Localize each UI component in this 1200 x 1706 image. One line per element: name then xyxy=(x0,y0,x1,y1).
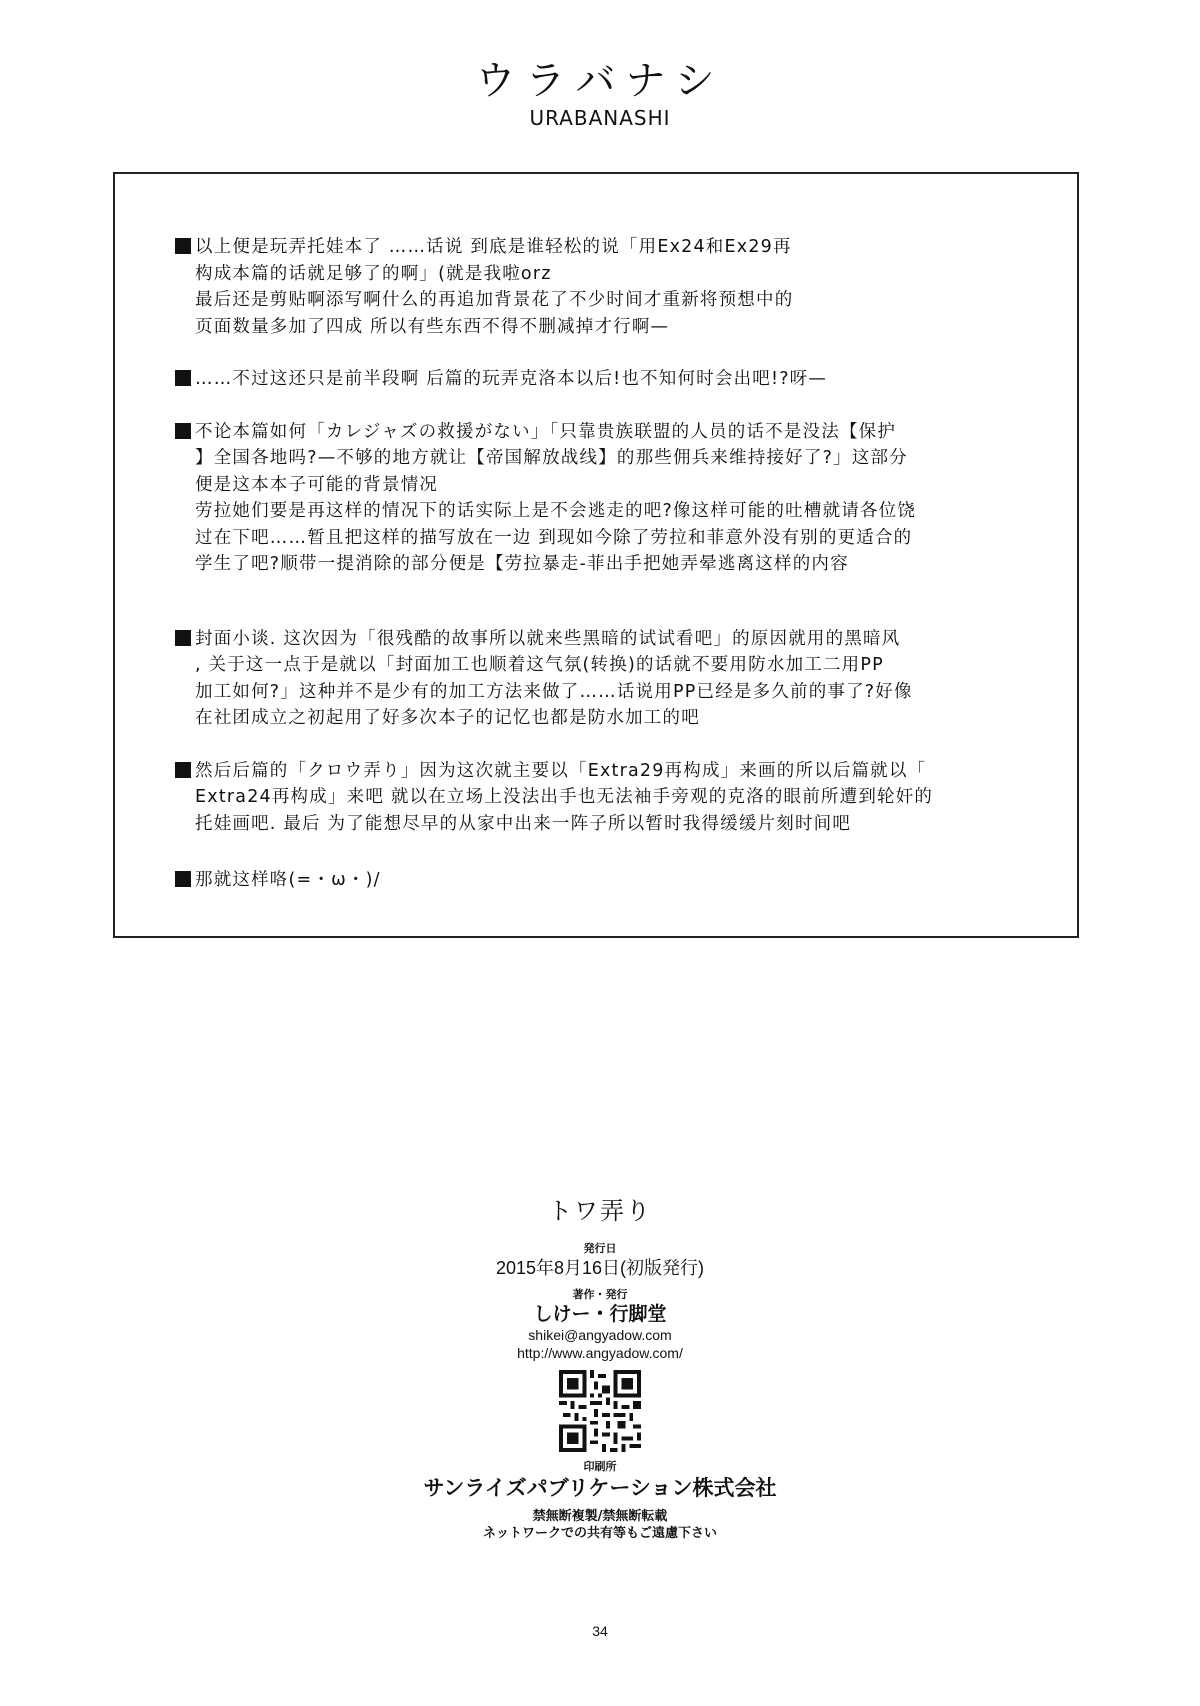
note-paragraph xyxy=(175,758,1045,838)
note-line: 那就这样咯(=・ω・)/ xyxy=(175,867,1045,894)
note-paragraph xyxy=(175,867,1045,894)
note-line: 】全国各地吗?—不够的地方就让【帝国解放战线】的那些佣兵来维持接好了?」这部分 xyxy=(195,448,908,468)
note-line: ……不过这还只是前半段啊 后篇的玩弄克洛本以后!也不知何时会出吧!?呀— xyxy=(175,366,1045,393)
note-line: 构成本篇的话就足够了的啊」(就是我啦orz xyxy=(195,263,552,284)
publication-date: 2015年8月16日(初版発行) xyxy=(495,1258,705,1278)
printer-name: サンライズパブリケーション株式会社 xyxy=(423,1476,777,1500)
note-line: 过在下吧……暂且把这样的描写放在一边 到现如今除了劳拉和菲意外没有别的更适合的 xyxy=(195,527,913,548)
afterword-box xyxy=(113,172,1079,938)
note-line: 便是这本本子可能的背景情况 xyxy=(195,474,439,495)
date-label: 発行日 xyxy=(583,1243,617,1255)
sharing-notice: ネットワークでの共有等もご遠慮下さい xyxy=(482,1526,717,1541)
bullet-square-icon xyxy=(175,762,191,778)
page-number: 34 xyxy=(592,1623,608,1639)
note-line: 劳拉她们要是再这样的情况下的话实际上是不会逃走的吧?像这样可能的吐槽就请各位饶 xyxy=(195,501,917,521)
note-line: 封面小谈. 这次因为「很残酷的故事所以就来些黑暗的试试看吧」的原因就用的黑暗风 xyxy=(175,626,1045,653)
author-name: しけー・行脚堂 xyxy=(533,1303,667,1325)
note-line: 在社团成立之初起用了好多次本子的记忆也都是防水加工的吧 xyxy=(195,708,700,728)
qr-code-icon xyxy=(559,1370,641,1452)
bullet-square-icon xyxy=(175,630,191,646)
author-email: shikei@angyadow.com xyxy=(528,1327,672,1343)
bullet-square-icon xyxy=(175,871,191,887)
note-paragraph xyxy=(175,626,1045,732)
note-line: 托娃画吧. 最后 为了能想尽早的从家中出来一阵子所以暂时我得缓缓片刻时间吧 xyxy=(195,813,852,834)
note-line: 页面数量多加了四成 所以有些东西不得不删减掉才行啊— xyxy=(195,316,670,337)
note-line: Extra24再构成」来吧 就以在立场上没法出手也无法袖手旁观的克洛的眼前所遭到轮奸的 xyxy=(195,787,934,807)
note-line: , 关于这一点于是就以「封面加工也顺着这气氛(转换)的话就不要用防水加工二用PP xyxy=(195,655,884,675)
colophon xyxy=(0,1196,1200,1542)
header-kana-title: ウラバナシ xyxy=(475,58,725,104)
note-line: 然后后篇的「クロウ弄り」因为这次就主要以「Extra29再构成」来画的所以后篇就以「 xyxy=(175,758,1045,785)
note-paragraph xyxy=(175,234,1045,340)
printer-label: 印刷所 xyxy=(583,1461,617,1473)
note-line: 加工如何?」这种并不是少有的加工方法来做了……话说用PP已经是多久前的事了?好像 xyxy=(195,681,913,702)
bullet-square-icon xyxy=(175,423,191,439)
bullet-square-icon xyxy=(175,370,191,386)
note-line: 学生了吧?顺带一提消除的部分便是【劳拉暴走-菲出手把她弄晕逃离这样的内容 xyxy=(195,554,849,574)
page-header xyxy=(0,58,1200,130)
bullet-square-icon xyxy=(175,238,191,254)
copyright-notice: 禁無断複製/禁無断転載 xyxy=(532,1509,668,1524)
note-line: 以上便是玩弄托娃本了 ……话说 到底是谁轻松的说「用Ex24和Ex29再 xyxy=(175,234,1045,261)
afterword-notes xyxy=(175,234,1045,894)
author-label: 著作・発行 xyxy=(572,1289,628,1301)
note-line: 不论本篇如何「カレジャズの救援がない」「只靠贵族联盟的人员的话不是没法【保护 xyxy=(175,419,1045,446)
author-website: http://www.angyadow.com/ xyxy=(517,1345,683,1361)
note-paragraph xyxy=(175,419,1045,578)
note-paragraph xyxy=(175,366,1045,393)
colophon-title: トワ弄り xyxy=(548,1197,652,1225)
note-line: 最后还是剪贴啊添写啊什么的再追加背景花了不少时间才重新将预想中的 xyxy=(195,290,794,310)
header-roman-title: URABANASHI xyxy=(529,106,671,130)
